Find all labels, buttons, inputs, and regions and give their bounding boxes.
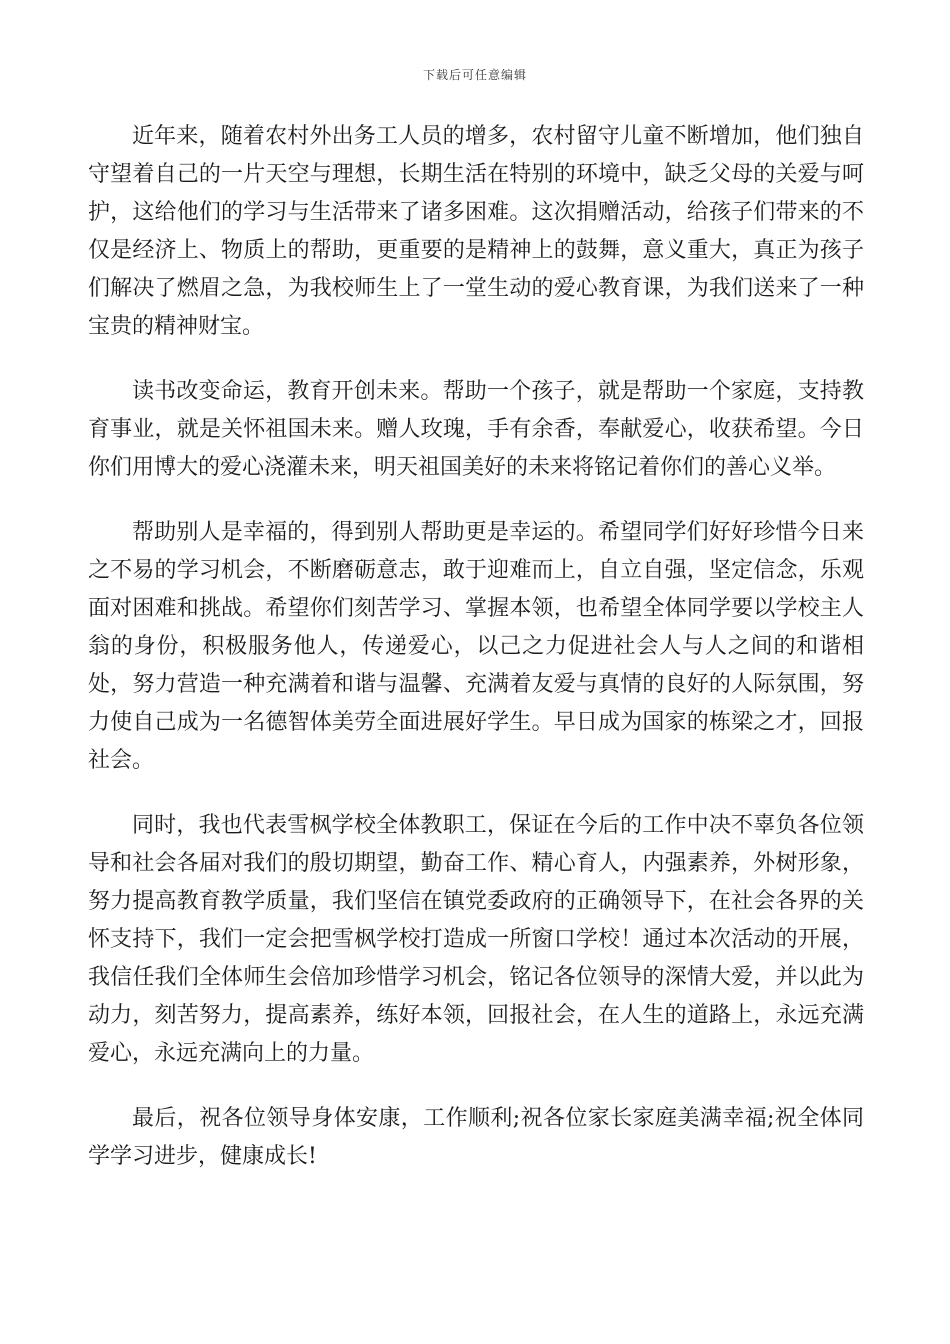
paragraph-1: 近年来，随着农村外出务工人员的增多，农村留守儿童不断增加，他们独自守望着自己的一片天空与理想，长期生活在特别的环境中，缺乏父母的关爱与呵护，这给他们的学习与生活带来了诸多困难。这次捐赠活动，给孩子们带来的不仅是经济上、物质上的帮助，更重要的是精神上的鼓舞，意义重大，真正为孩子们解决了燃眉之急，为我校师生上了一堂生动的爱心教育课，为我们送来了一种宝贵的精神财宝。 <box>88 124 864 339</box>
paragraph-3: 帮助别人是幸福的，得到别人帮助更是幸运的。希望同学们好好珍惜今日来之不易的学习机会，不断磨砺意志，敢于迎难而上，自立自强，坚定信念，乐观面对困难和挑战。希望你们刻苦学习、掌握本领，也希望全体同学要以学校主人翁的身份，积极服务他人，传递爱心，以己之力促进社会人与人之间的和谐相处，努力营造一种充满着和谐与温馨、充满着友爱与真情的良好的人际氛围，努力使自己成为一名德智体美劳全面进展好学生。早日成为国家的栋梁之才，回报社会。 <box>88 520 864 773</box>
paragraph-2: 读书改变命运，教育开创未来。帮助一个孩子，就是帮助一个家庭，支持教育事业，就是关怀祖国未来。赠人玫瑰，手有余香，奉献爱心，收获希望。今日你们用博大的爱心浇灌未来，明天祖国美好的未来将铭记着你们的善心义举。 <box>88 379 864 480</box>
paragraph-5: 最后，祝各位领导身体安康，工作顺利;祝各位家长家庭美满幸福;祝全体同学学习进步，健康成长! <box>88 1106 864 1169</box>
paragraph-4: 同时，我也代表雪枫学校全体教职工，保证在今后的工作中决不辜负各位领导和社会各届对我们的殷切期望，勤奋工作、精心育人，内强素养，外树形象，努力提高教育教学质量，我们坚信在镇党委政府的正确领导下，在社会各界的关怀支持下，我们一定会把雪枫学校打造成一所窗口学校！通过本次活动的开展，我信任我们全体师生会倍加珍惜学习机会，铭记各位领导的深情大爱，并以此为动力，刻苦努力，提高素养，练好本领，回报社会，在人生的道路上，永远充满爱心，永远充满向上的力量。 <box>88 813 864 1066</box>
header-note: 下载后可任意编辑 <box>422 68 527 82</box>
document-body <box>88 118 864 1203</box>
